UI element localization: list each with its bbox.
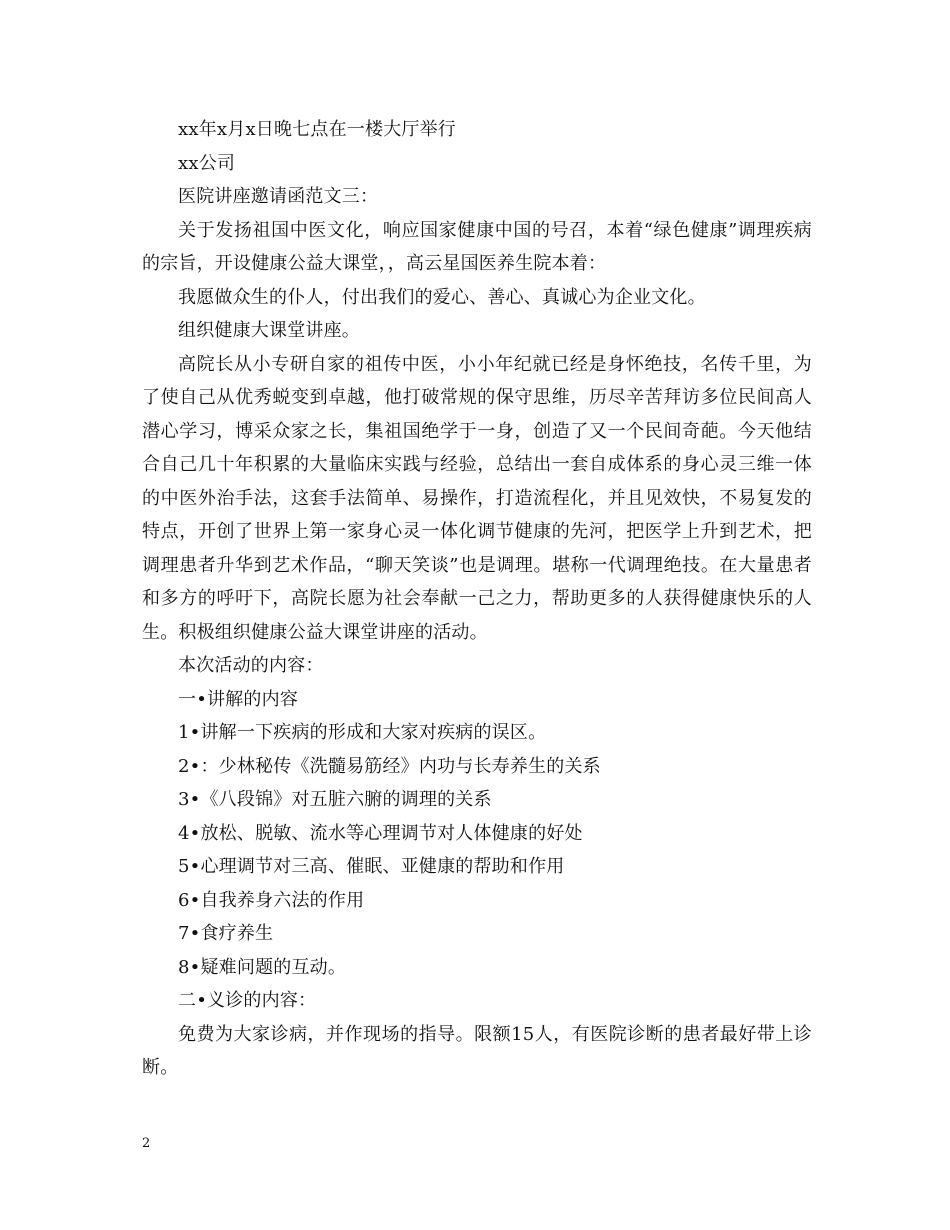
list-item: 5•心理调节对三高、催眠、亚健康的帮助和作用 bbox=[178, 856, 565, 877]
paragraph-intro: 关于发扬祖国中医文化，响应国家健康中国的号召，本着“绿色健康”调理疾病的宗旨，开设健康公益大课堂，，高云星国医养生院本着： bbox=[142, 219, 812, 274]
paragraph-clinic-heading: 二•义诊的内容： bbox=[178, 990, 317, 1011]
paragraph-date-location: xx年x月x日晚七点在一楼大厅举行 bbox=[178, 119, 457, 140]
paragraph-organize: 组织健康大课堂讲座。 bbox=[178, 320, 360, 341]
paragraph-company: xx公司 bbox=[178, 152, 236, 174]
list-item: 3•《八段锦》对五脏六腑的调理的关系 bbox=[178, 789, 492, 810]
paragraph-lecture-heading: 一•讲解的内容 bbox=[178, 688, 299, 710]
list-item: 4•放松、脱敏、流水等心理调节对人体健康的好处 bbox=[178, 822, 583, 844]
page-number: 2 bbox=[142, 1136, 151, 1151]
list-item: 6•自我养身六法的作用 bbox=[178, 889, 365, 911]
paragraph-director-bio: 高院长从小专研自家的祖传中医，小小年纪就已经是身怀绝技，名传千里，为了使自己从优秀蜕变到卓越，他打破常规的保守思维，历尽辛苦拜访多位民间高人潜心学习，博采众家之长，集祖国绝学于一身，创造了又一个民间奇葩。今天他结合自己几十年积累的大量临床实践与经验，总结出一套自成体系的身心灵三维一体的中医外治手法，这套手法简单、易操作，打造流程化，并且见效快，不易复发的特点，开创了世界上第一家身心灵一体化调节健康的先河，把医学上升到艺术，把调理患者升华到艺术作品，“聊天笑谈”也是调理。堪称一代调理绝技。在大量患者和多方的呼吁下，高院长愿为社会奉献一己之力，帮助更多的人获得健康快乐的人生。积极组织健康公益大课堂讲座的活动。 bbox=[142, 353, 812, 643]
paragraph-activity-heading: 本次活动的内容： bbox=[178, 655, 324, 676]
list-item: 7•食疗养生 bbox=[178, 923, 274, 944]
list-item: 1•讲解一下疾病的形成和大家对疾病的误区。 bbox=[178, 722, 547, 743]
list-item: 8•疑难问题的互动。 bbox=[178, 956, 347, 978]
paragraph-clinic-details: 免费为大家诊病，并作现场的指导。限额15人，有医院诊断的患者最好带上诊断。 bbox=[142, 1023, 812, 1078]
document-body bbox=[142, 113, 812, 1085]
paragraph-motto: 我愿做众生的仆人，付出我们的爱心、善心、真诚心为企业文化。 bbox=[178, 286, 706, 308]
paragraph-section-title: 医院讲座邀请函范文三： bbox=[178, 186, 379, 207]
list-item: 2•：少林秘传《洗髓易筋经》内功与长寿养生的关系 bbox=[178, 755, 601, 777]
